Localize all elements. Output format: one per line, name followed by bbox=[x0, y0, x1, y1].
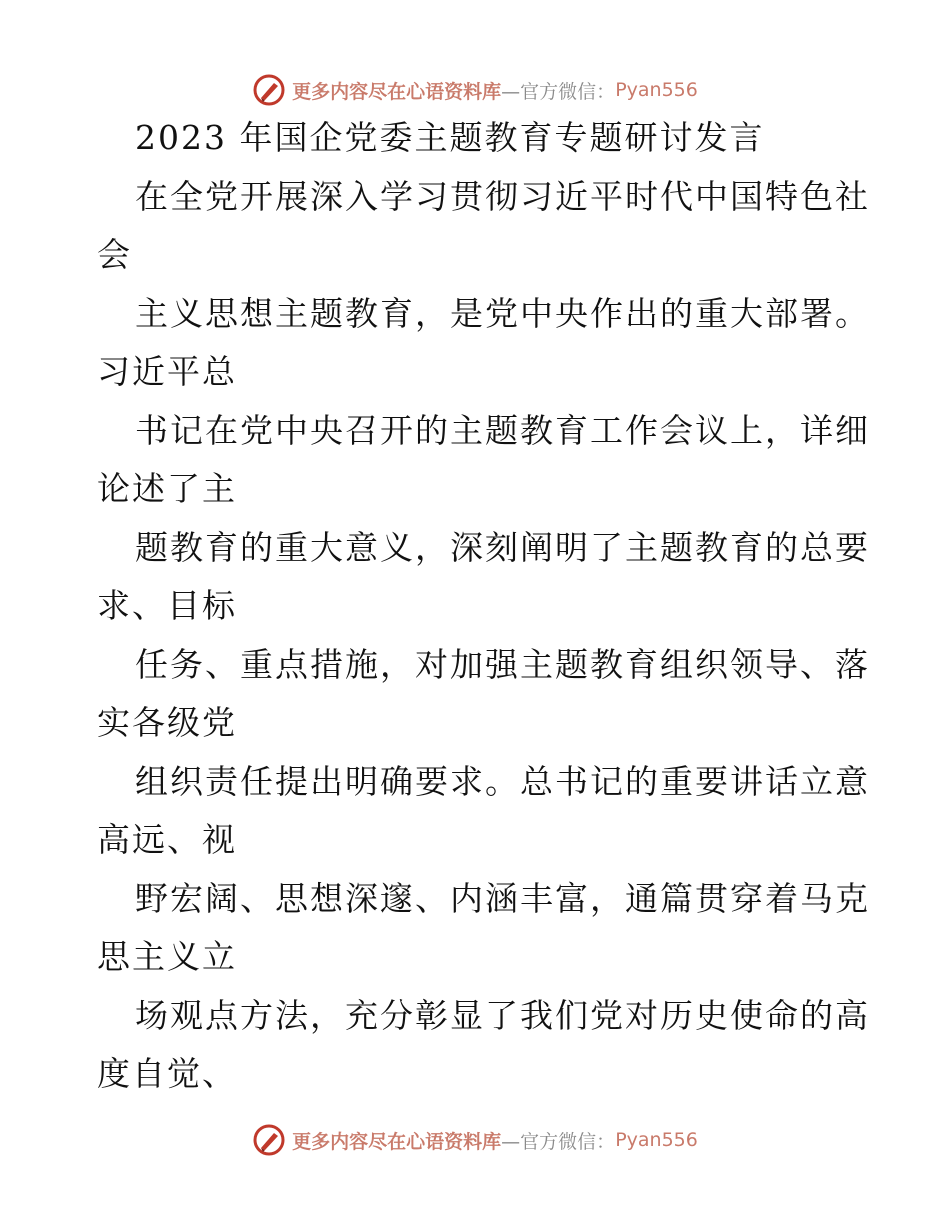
document-title: 2023 年国企党委主题教育专题研讨发言 bbox=[135, 118, 765, 157]
pen-logo-icon bbox=[252, 1123, 286, 1157]
watermark-wechat-id: Pyan556 bbox=[615, 79, 698, 101]
watermark-sub-text: —官方微信： bbox=[501, 1130, 616, 1153]
document-line: 度自觉、 bbox=[97, 1054, 237, 1093]
watermark-main-text: 更多内容尽在心语资料库 bbox=[292, 80, 502, 103]
document-line: 组织责任提出明确要求。总书记的重要讲话立意 bbox=[135, 762, 870, 801]
document-line: 主义思想主题教育，是党中央作出的重大部署。 bbox=[135, 294, 870, 333]
document-line: 习近平总 bbox=[97, 352, 237, 391]
document-line: 野宏阔、思想深邃、内涵丰富，通篇贯穿着马克 bbox=[135, 879, 870, 918]
document-line: 题教育的重大意义，深刻阐明了主题教育的总要 bbox=[135, 528, 870, 567]
watermark-wechat-id: Pyan556 bbox=[615, 1129, 698, 1151]
document-line: 在全党开展深入学习贯彻习近平时代中国特色社 bbox=[135, 177, 870, 216]
watermark-sub-text: —官方微信： bbox=[501, 80, 616, 103]
footer-watermark bbox=[0, 1120, 950, 1160]
document-line: 实各级党 bbox=[97, 703, 237, 742]
pen-logo-icon bbox=[252, 73, 286, 107]
document-line: 求、目标 bbox=[97, 586, 237, 625]
document-line: 思主义立 bbox=[97, 937, 237, 976]
watermark-main-text: 更多内容尽在心语资料库 bbox=[292, 1130, 502, 1153]
document-line: 任务、重点措施，对加强主题教育组织领导、落 bbox=[135, 645, 870, 684]
document-line: 高远、视 bbox=[97, 820, 237, 859]
header-watermark bbox=[0, 70, 950, 110]
document-line: 场观点方法，充分彰显了我们党对历史使命的高 bbox=[135, 996, 870, 1035]
document-line: 会 bbox=[97, 235, 132, 274]
document-line: 书记在党中央召开的主题教育工作会议上，详细 bbox=[135, 411, 870, 450]
document-line: 论述了主 bbox=[97, 469, 237, 508]
